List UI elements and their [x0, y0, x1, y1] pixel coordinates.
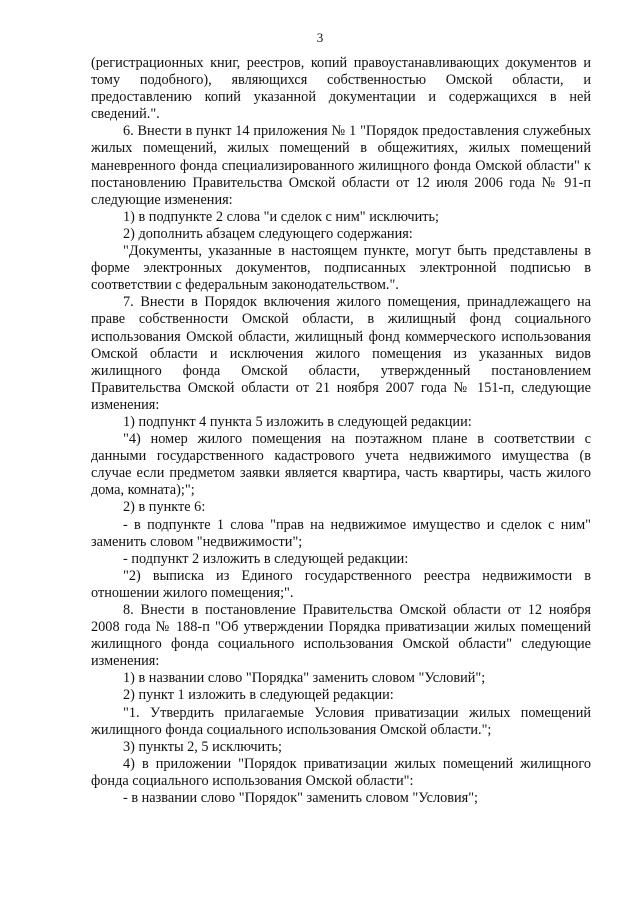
paragraph: 2) пункт 1 изложить в следующей редакции:: [123, 687, 394, 704]
paragraph: 1) в подпункте 2 слова "и сделок с ним" исключить;: [123, 208, 439, 225]
paragraph: 1) подпункт 4 пункта 5 изложить в следующей редакции:: [123, 413, 472, 430]
paragraph: 6. Внести в пункт 14 приложения № 1 "Порядок предоставления служебных жилых помещений, жилых помещений в общежитиях, жилых помещений маневренного фонда специализированного жилищного фонда Омской области" к постановлению Правительства Омской области от 12 июля 2006 года № 91-п следующие изменения:: [91, 123, 591, 208]
paragraph: 2) дополнить абзацем следующего содержания:: [123, 225, 413, 242]
paragraph: "2) выписка из Единого государственного реестра недвижимости в отношении жилого помещения;".: [91, 567, 591, 601]
paragraph: - в подпункте 1 слова "прав на недвижимое имущество и сделок с ним" заменить словом "недвижимости";: [91, 516, 591, 550]
paragraph: "1. Утвердить прилагаемые Условия приватизации жилых помещений жилищного фонда социального использования Омской области.";: [91, 704, 591, 738]
paragraph: - подпункт 2 изложить в следующей редакции:: [123, 550, 409, 567]
paragraph: - в названии слово "Порядок" заменить словом "Условия";: [123, 790, 479, 807]
paragraph: 2) в пункте 6:: [123, 499, 206, 516]
paragraph: 1) в названии слово "Порядка" заменить словом "Условий";: [123, 670, 486, 687]
paragraph: "Документы, указанные в настоящем пункте, могут быть представлены в форме электронных документов, подписанных электронной подписью в соответствии с федеральным законодательством.".: [91, 243, 591, 294]
paragraph: "4) номер жилого помещения на поэтажном плане в соответствии с данными государственного кадастрового учета недвижимого имущества (в случае если предметом заявки является квартира, часть квартиры, часть жилого дома, комната);";: [91, 431, 591, 499]
paragraph: 7. Внести в Порядок включения жилого помещения, принадлежащего на праве собственности Омской области, в жилищный фонд социального использования Омской области, жилищный фонд коммерческого использования Омской области и исключения жилого помещения из указанных видов жилищного фонда Омской области, утвержденный постановлением Правительства Омской области от 21 ноября 2007 года № 151-п, следующие изменения:: [91, 294, 591, 413]
paragraph: 8. Внести в постановление Правительства Омской области от 12 ноября 2008 года № 188-п "Об утверждении Порядка приватизации жилых помещений жилищного фонда социального использования Омской области" следующие изменения:: [91, 602, 591, 670]
page-number: 3: [316, 30, 324, 45]
paragraph: 4) в приложении "Порядок приватизации жилых помещений жилищного фонда социального использования Омской области":: [91, 755, 591, 789]
paragraph: 3) пункты 2, 5 исключить;: [123, 738, 282, 755]
document-body: [91, 55, 591, 807]
paragraph: (регистрационных книг, реестров, копий правоустанавливающих документов и тому подобного), являющихся собственностью Омской области, и предоставлению копий указанной документации и содержащихся в ней сведений.".: [91, 55, 591, 123]
